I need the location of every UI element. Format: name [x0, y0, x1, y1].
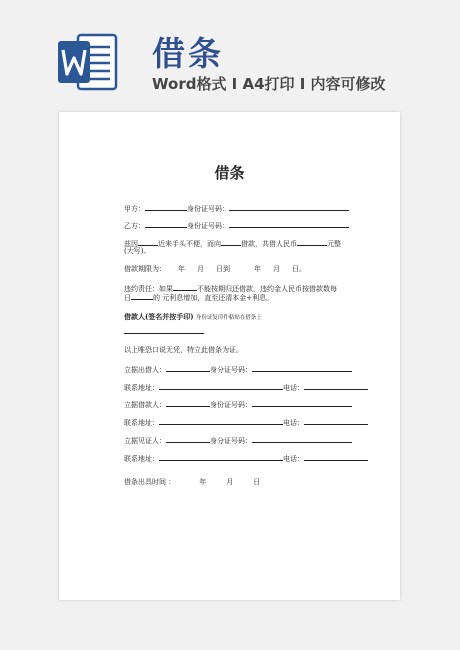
breach-text-1: 违约责任：如果: [124, 285, 173, 293]
reason-row: [124, 238, 341, 249]
period-day-2: 日。: [292, 265, 306, 273]
lender-address-blank[interactable]: [159, 382, 283, 390]
breach-text-3: 日: [124, 294, 131, 302]
period-row: [124, 265, 306, 274]
issue-year: 年: [199, 478, 207, 486]
party-a-row: [124, 203, 349, 214]
reason-text-4: 元整: [327, 240, 341, 248]
witness-id-blank[interactable]: [252, 435, 352, 443]
party-a-id-label: 身份证号码：: [187, 205, 229, 213]
witness-phone-label: 电话：: [283, 455, 304, 463]
witness-id-label: 身分证号码：: [210, 437, 252, 445]
period-month-1: 月: [197, 265, 204, 273]
witness-contact-row: [124, 453, 368, 464]
borrower-blank[interactable]: [166, 399, 210, 407]
borrower-id-blank[interactable]: [252, 399, 352, 407]
signature-row: [124, 326, 204, 337]
breach-row-2: [124, 292, 273, 303]
reason-text-5: (大写)。: [124, 247, 151, 255]
lender-label: 立据出借人：: [124, 366, 166, 374]
breach-text-4: 的 元利息增加，直至还清本金+利息。: [153, 294, 274, 302]
lender-blank[interactable]: [166, 364, 210, 372]
witness-address-blank[interactable]: [159, 453, 283, 461]
borrower-address-label: 联系地址：: [124, 419, 159, 427]
page-title: 借条: [152, 34, 224, 73]
document-page: [59, 112, 400, 600]
borrower-phone-blank[interactable]: [304, 417, 368, 425]
reason-text-1: 兹因: [124, 240, 138, 248]
lender-id-blank[interactable]: [252, 364, 352, 372]
party-b-id-label: 身份证号码：: [187, 222, 229, 230]
breach-blank-2[interactable]: [131, 292, 153, 300]
header: [0, 0, 460, 112]
witness-row: [124, 435, 352, 446]
witness-address-label: 联系地址：: [124, 455, 159, 463]
period-year-1: 年: [178, 265, 185, 273]
party-a-label: 甲方：: [124, 205, 145, 213]
period-day-1: 日到: [216, 265, 230, 273]
reason-row-2: [124, 247, 150, 256]
statement-text: 以上唯恐口说无凭，特立此借条为证。: [124, 346, 243, 354]
lender-phone-label: 电话：: [283, 384, 304, 392]
reason-text-3: 借款，共借人民币: [241, 240, 297, 248]
borrower-label: 立据借款人：: [124, 401, 166, 409]
breach-blank-1[interactable]: [173, 283, 197, 291]
signer-label: 借款人(签名并按手印): [124, 312, 194, 321]
party-b-row: [124, 220, 349, 231]
lender-id-label: 身分证号码：: [210, 366, 252, 374]
witness-phone-blank[interactable]: [304, 453, 368, 461]
lender-row: [124, 364, 352, 375]
lender-phone-blank[interactable]: [304, 382, 368, 390]
signer-row: [124, 312, 262, 323]
party-b-label: 乙方：: [124, 222, 145, 230]
lender-contact-row: [124, 382, 368, 393]
reason-amount-blank[interactable]: [297, 238, 327, 246]
lender-address-label: 联系地址：: [124, 384, 159, 392]
party-b-id-blank[interactable]: [229, 220, 349, 228]
reason-text-2: 近来手头不便，而向: [158, 240, 221, 248]
signature-blank[interactable]: [124, 326, 204, 334]
period-year-2: 年: [254, 265, 261, 273]
party-a-id-blank[interactable]: [229, 203, 349, 211]
period-label: 借款期限为：: [124, 265, 166, 273]
period-month-2: 月: [273, 265, 280, 273]
borrower-address-blank[interactable]: [159, 417, 283, 425]
reason-blank-1[interactable]: [138, 238, 158, 246]
document-title: 借条: [214, 164, 245, 182]
party-a-blank[interactable]: [145, 203, 187, 211]
reason-blank-2[interactable]: [221, 238, 241, 246]
borrower-row: [124, 399, 352, 410]
word-icon: [56, 33, 118, 91]
issue-day: 日: [253, 478, 261, 486]
issue-month: 月: [226, 478, 234, 486]
borrower-contact-row: [124, 417, 368, 428]
issue-time-label: 借条出具时间 ：: [124, 478, 176, 486]
breach-text-2: 不能按期归还借款，违约金人民币按借款数每: [197, 285, 337, 293]
statement-row: [124, 346, 243, 355]
signer-note: 身份证复印件粘贴在借条上: [195, 315, 262, 321]
witness-label: 立据见证人：: [124, 437, 166, 445]
witness-blank[interactable]: [166, 435, 210, 443]
issue-time-row: [124, 478, 260, 487]
borrower-phone-label: 电话：: [283, 419, 304, 427]
borrower-id-label: 身份证号码：: [210, 401, 252, 409]
party-b-blank[interactable]: [145, 220, 187, 228]
page-subtitle: Word格式 I A4打印 I 内容可修改: [152, 75, 386, 93]
